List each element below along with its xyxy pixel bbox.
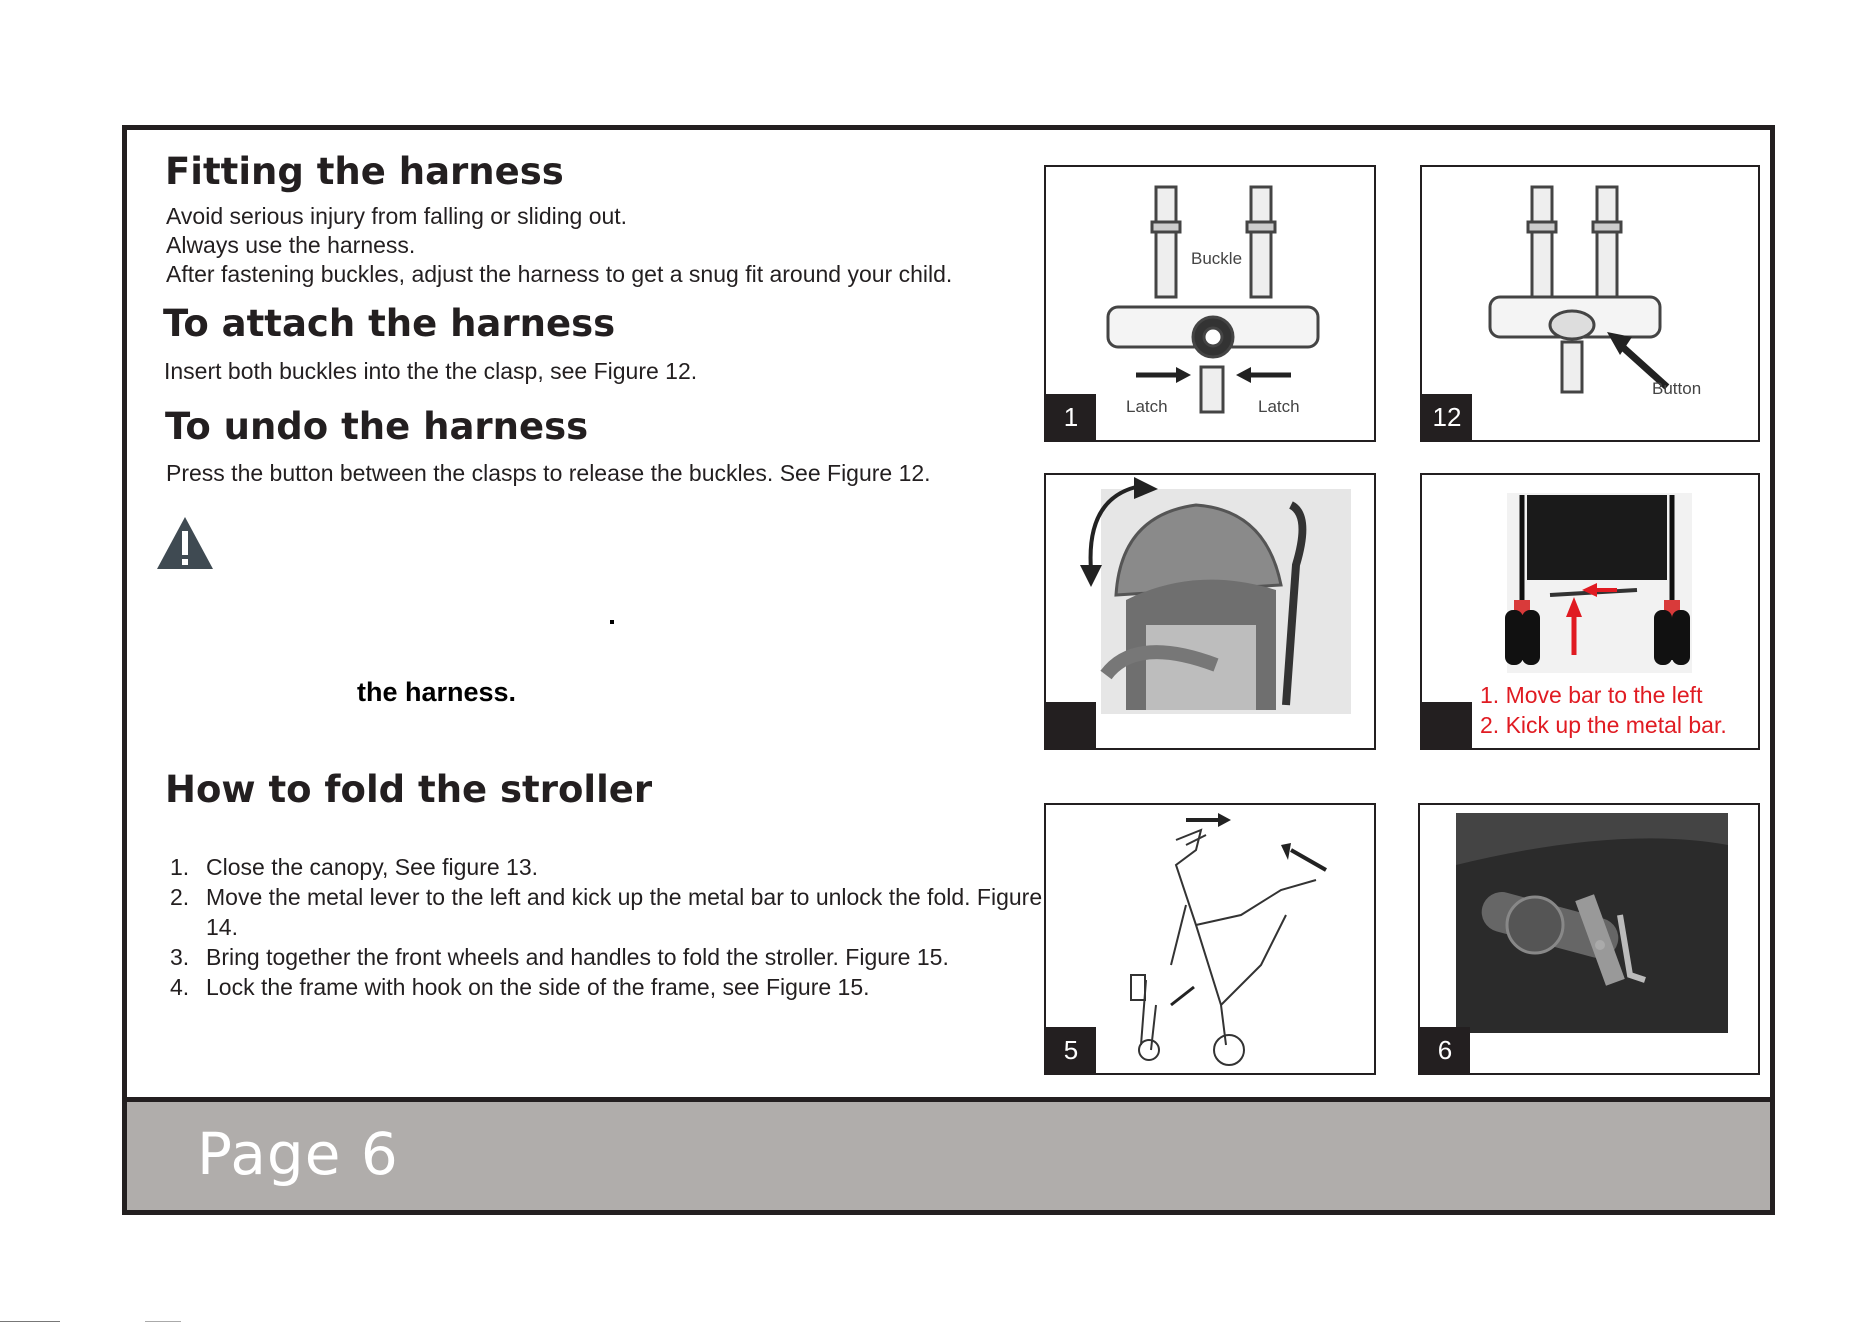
step-number: 1. <box>170 854 190 880</box>
figure-badge: 12 <box>1422 394 1472 440</box>
step-text: Bring together the front wheels and handles to fold the stroller. Figure 15. <box>206 944 949 970</box>
page-number: Page 6 <box>197 1120 399 1188</box>
figure-badge: 1 <box>1046 394 1096 440</box>
figure-harness-button <box>1420 165 1760 442</box>
fitting-line-2: Always use the harness. <box>166 232 416 258</box>
heading-fold-stroller: How to fold the stroller <box>165 768 653 811</box>
label-latch-right: Latch <box>1258 397 1300 416</box>
step-number: 4. <box>170 974 190 1000</box>
step-number: 2. <box>170 884 190 910</box>
figure-frame-hook <box>1418 803 1760 1075</box>
heading-attach-harness: To attach the harness <box>163 302 616 345</box>
figure-fold-diagram <box>1044 803 1376 1075</box>
figure-badge: 5 <box>1046 1027 1096 1073</box>
warning-triangle-icon <box>155 515 215 571</box>
page-footer <box>127 1097 1770 1210</box>
caption-line-1: 1. Move bar to the left <box>1480 682 1703 708</box>
step-text: Lock the frame with hook on the side of the frame, see Figure 15. <box>206 974 870 1000</box>
figure-badge: 6 <box>1420 1027 1470 1073</box>
undo-text: Press the button between the clasps to release the buckles. See Figure 12. <box>166 460 931 486</box>
warning-fragment: the harness. <box>357 677 517 707</box>
heading-undo-harness: To undo the harness <box>165 405 589 448</box>
step-number: 3. <box>170 944 190 970</box>
label-latch-left: Latch <box>1126 397 1168 416</box>
fold-step <box>170 942 1046 972</box>
scan-artifact <box>0 1321 60 1322</box>
caption-line-2: 2. Kick up the metal bar. <box>1480 712 1727 738</box>
fitting-line-1: Avoid serious injury from falling or sliding out. <box>166 203 628 229</box>
fold-step <box>170 972 1046 1002</box>
fold-lever-caption <box>1480 680 1727 740</box>
figure-fold-lever <box>1420 473 1760 750</box>
fitting-line-3: After fastening buckles, adjust the harness to get a snug fit around your child. <box>166 261 953 287</box>
step-text: Close the canopy, See figure 13. <box>206 854 539 880</box>
heading-fitting-harness: Fitting the harness <box>165 150 564 193</box>
label-button: Button <box>1652 379 1702 398</box>
label-buckle: Buckle <box>1191 249 1243 268</box>
scan-artifact <box>145 1321 181 1322</box>
attach-text: Insert both buckles into the the clasp, see Figure 12. <box>164 358 698 384</box>
figure-badge <box>1422 702 1472 748</box>
fold-step <box>170 882 1046 942</box>
figure-badge <box>1046 702 1096 748</box>
warning-dot <box>610 620 614 624</box>
figure-harness-latch <box>1044 165 1376 442</box>
page-frame <box>122 125 1775 1215</box>
fold-steps-list <box>170 852 1046 1002</box>
step-text: Move the metal lever to the left and kick up the metal bar to unlock the fold. Figure 14. <box>206 884 1043 940</box>
fold-step <box>170 852 1046 882</box>
figure-canopy <box>1044 473 1376 750</box>
